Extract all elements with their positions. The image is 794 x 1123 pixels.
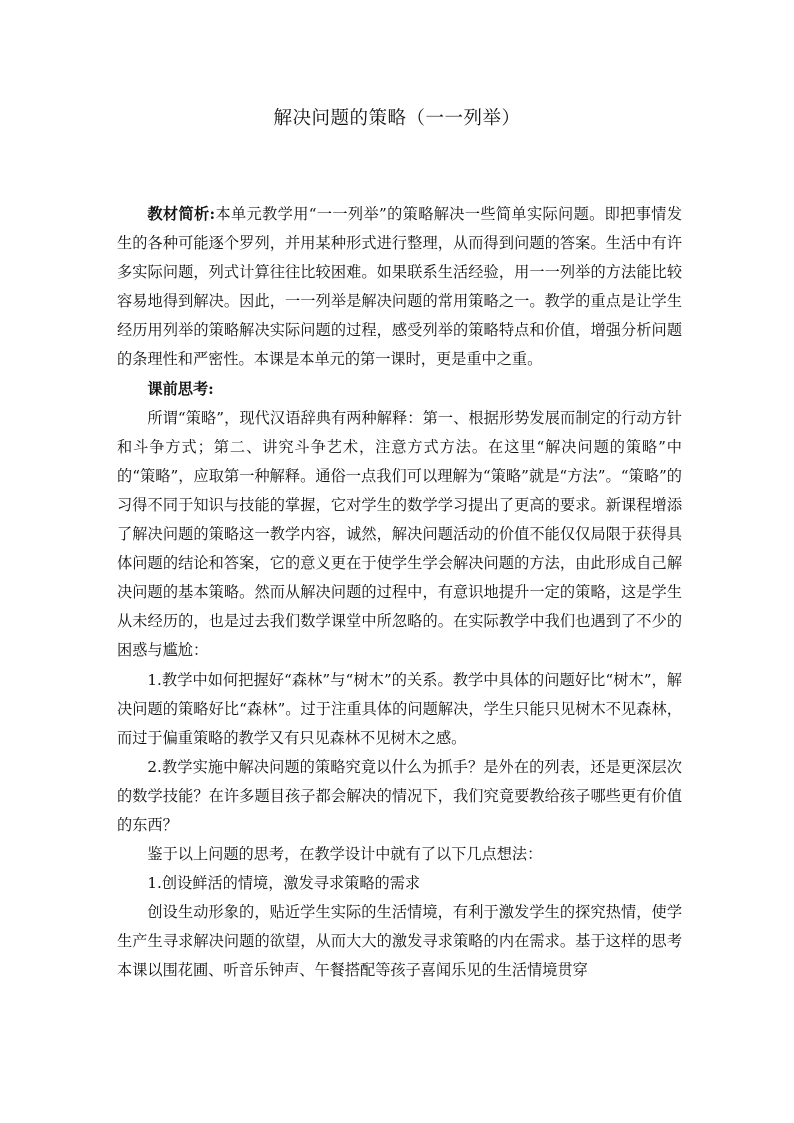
paragraph: 1.创设鲜活的情境，激发寻求策略的需求	[147, 874, 421, 893]
document-body	[117, 200, 682, 986]
intro-heading: 教材简析:	[147, 205, 216, 223]
thinking-heading-paragraph	[117, 375, 682, 404]
paragraph: 创设生动形象的，贴近学生实际的生活情境，有利于激发学生的探究热情，使学生产生寻求解决问题的欲望，从而大大的激发寻求策略的内在需求。基于这样的思考本课以围花圃、听音乐钟声、午餐搭配等孩子喜闻乐见的生活情境贯穿	[117, 903, 682, 980]
paragraph: 鉴于以上问题的思考，在教学设计中就有了以下几点想法：	[147, 845, 543, 864]
paragraph: 1.教学中如何把握好“森林”与“树木”的关系。教学中具体的问题好比“树木”，解决问题的策略好比“森林”。过于注重具体的问题解决，学生只能只见树木不见森林，而过于偏重策略的教学又有只见森林不见树木之感。	[117, 670, 682, 747]
paragraph: 2.教学实施中解决问题的策略究竟以什么为抓手？是外在的列表，还是更深层次的数学技能？在许多题目孩子都会解决的情况下，我们究竟要教给孩子哪些更有价值的东西？	[117, 757, 682, 834]
paragraph: 所谓“策略”，现代汉语辞典有两种解释：第一、根据形势发展而制定的行动方针和斗争方式；第二、讲究斗争艺术，注意方式方法。在这里“解决问题的策略”中 的“策略”，应取第一种解释。通俗一点我们可以理解为“策略”就是“方法”。“策略”的习得不同于知识与技能的掌握，它对学生的数学学习提出了更高的要求。新课程增添了解决问题的策略这一教学内容，诚然，解决问题活动的价值不能仅仅局限于获得具体问题的结论和答案，它的意义更在于使学生学会解决问题的方法，由此形成自己解决问题的基本策略。然而从解决问题的过程中，有意识地提升一定的策略，这是学生从未经历的，也是过去我们数学课堂中所忽略的。在实际教学中我们也遇到了不少的困惑与尴尬：	[117, 408, 682, 660]
intro-text: 本单元教学用“一一列举”的策略解决一些简单实际问题。即把事情发生的各种可能逐个罗列，并用某种形式进行整理，从而得到问题的答案。生活中有许多实际问题，列式计算往往比较困难。如果联系生活经验，用一一列举的方法能比较容易地得到解决。因此，一一列举是解决问题的常用策略之一。教学的重点是让学生经历用列举的策略解决实际问题的过程，感受列举的策略特点和价值，增强分析问题的条理性和严密性。本课是本单元的第一课时，更是重中之重。	[117, 205, 683, 369]
thinking-heading: 课前思考:	[147, 379, 214, 398]
intro-paragraph	[117, 200, 682, 375]
document-title: 解决问题的策略（一一列举）	[273, 108, 521, 129]
